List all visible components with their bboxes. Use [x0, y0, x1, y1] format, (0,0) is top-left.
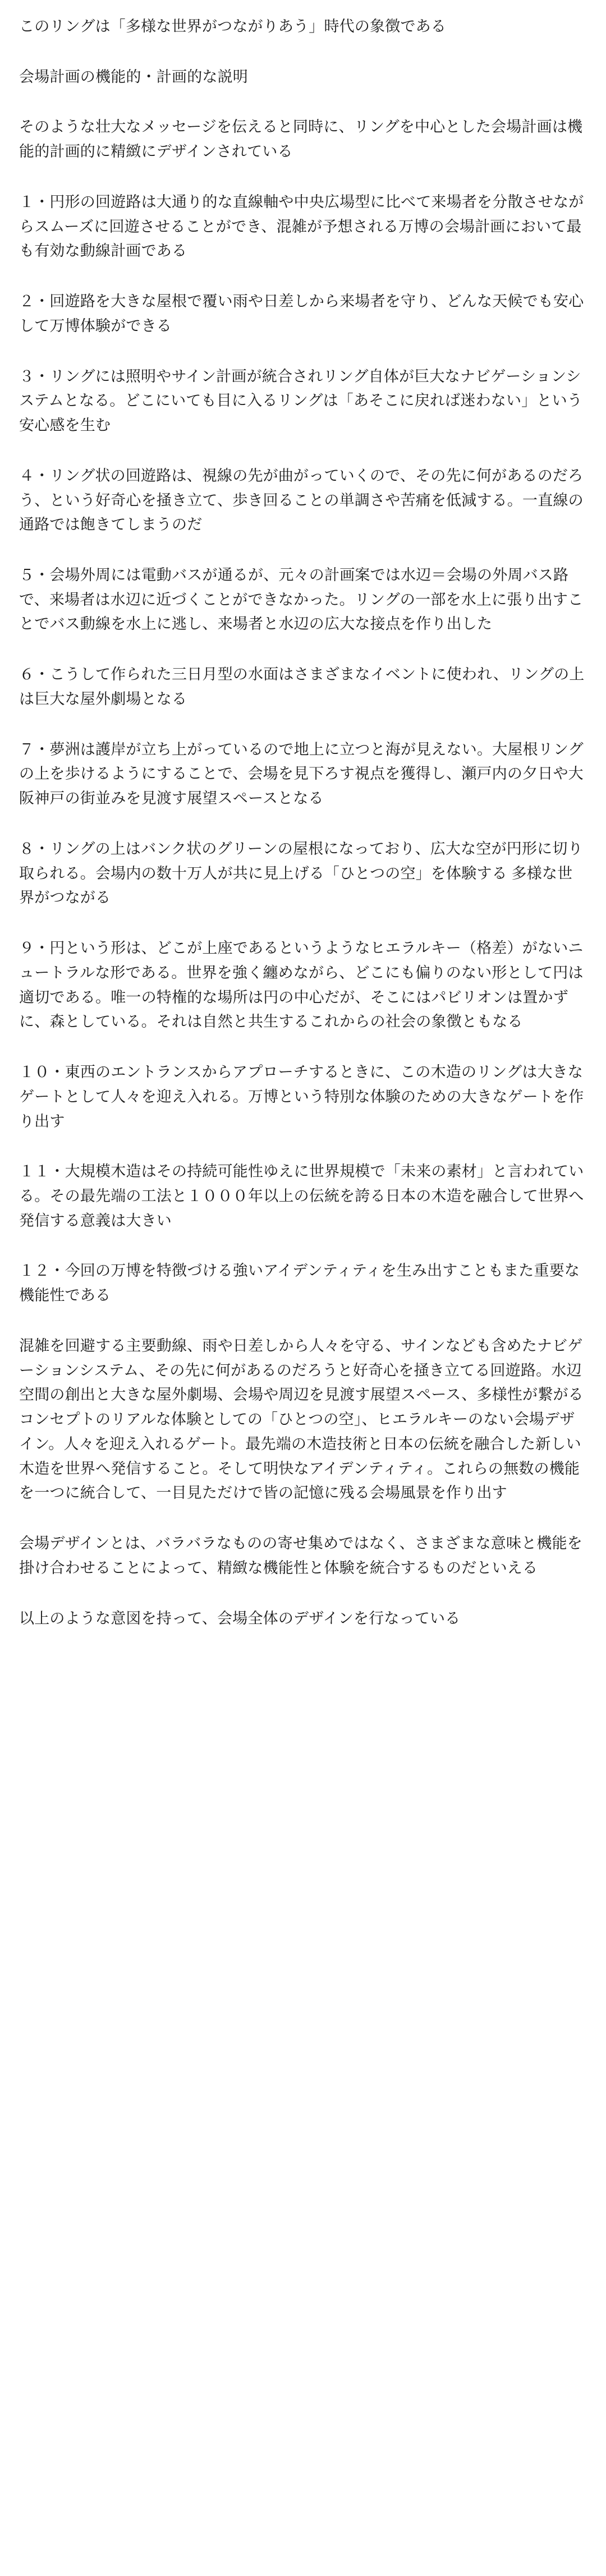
paragraph-point-2: ２・回遊路を大きな屋根で覆い雨や日差しから来場者を守り、どんな天候でも安心して万博体験ができる [19, 293, 584, 334]
paragraph-closing: 以上のような意図を持って、会場全体のデザインを行なっている [19, 1609, 461, 1627]
paragraph-point-7: ７・夢洲は護岸が立ち上がっているので地上に立つと海が見えない。大屋根リングの上を歩けるようにすることで、会場を見下ろす視点を獲得し、瀬戸内の夕日や大阪神戸の街並みを見渡す展望スペースとなる [19, 740, 584, 807]
paragraph-intro: このリングは「多様な世界がつながりあう」時代の象徴である [19, 18, 447, 35]
paragraph-point-4: ４・リング状の回遊路は、視線の先が曲がっていくので、その先に何があるのだろう、という好奇心を掻き立て、歩き回ることの単調さや苦痛を低減する。一直線の通路では飽きてしまうのだ [19, 467, 584, 533]
paragraph-point-10: １０・東西のエントランスからアプローチするときに、この木造のリングは大きなゲートとして人々を迎え入れる。万博という特別な体験のための大きなゲートを作り出す [19, 1064, 584, 1130]
paragraph-definition: 会場デザインとは、バラバラなものの寄せ集めではなく、さまざまな意味と機能を掛け合わせることによって、精緻な機能性と体験を統合するものだといえる [19, 1535, 582, 1576]
paragraph-point-9: ９・円という形は、どこが上座であるというようなヒエラルキー（格差）がないニュートラルな形である。世界を強く纏めながら、どこにも偏りのない形として円は適切である。唯一の特権的な場所は円の中心だが、そこにはパビリオンは置かずに、森としている。それは自然と共生するこれからの社会の象徴ともなる [19, 940, 584, 1031]
paragraph-lead: そのような壮大なメッセージを伝えると同時に、リングを中心とした会場計画は機能的計画的に精緻にデザインされている [19, 118, 583, 160]
paragraph-point-11: １１・大規模木造はその持続可能性ゆえに世界規模で「未来の素材」と言われている。その最先端の工法と１０００年以上の伝統を誇る日本の木造を融合して世界へ発信する意義は大きい [19, 1163, 584, 1229]
paragraph-point-5: ５・会場外周には電動バスが通るが、元々の計画案では水辺＝会場の外周バス路で、来場者は水辺に近づくことができなかった。リングの一部を水上に張り出すことでバス動線を水上に逃し、来場者と水辺の広大な接点を作り出した [19, 567, 584, 633]
paragraph-point-3: ３・リングには照明やサイン計画が統合されリング自体が巨大なナビゲーションシステムとなる。どこにいても目に入るリングは「あそこに戻れば迷わない」という安心感を生む [19, 367, 582, 434]
section-heading: 会場計画の機能的・計画的な説明 [19, 68, 248, 85]
paragraph-summary: 混雑を回避する主要動線、雨や日差しから人々を守る、サインなども含めたナビゲーションシステム、その先に何があるのだろうと好奇心を掻き立てる回遊路。水辺空間の創出と大きな屋外劇場、会場や周辺を見渡す展望スペース、多様性が繋がるコンセプトのリアルな体験としての「ひとつの空」、ヒエラルキーのない会場デザイン。人々を迎え入れるゲート。最先端の木造技術と日本の伝統を融合した新しい木造を世界へ発信すること。そして明快なアイデンティティ。これらの無数の機能を一つに統合して、一目見ただけで皆の記憶に残る会場風景を作り出す [19, 1337, 584, 1502]
paragraph-point-1: １・円形の回遊路は大通り的な直線軸や中央広場型に比べて来場者を分散させながらスムーズに回遊させることができ、混雑が予想される万博の会場計画において最も有効な動線計画である [19, 193, 584, 260]
paragraph-point-6: ６・こうして作られた三日月型の水面はさまざまなイベントに使われ、リングの上は巨大な屋外劇場となる [19, 666, 585, 707]
paragraph-point-12: １２・今回の万博を特徴づける強いアイデンティティを生み出すこともまた重要な機能性である [19, 1262, 580, 1304]
paragraph-point-8: ８・リングの上はバンク状のグリーンの屋根になっており、広大な空が円形に切り取られる。会場内の数十万人が共に見上げる「ひとつの空」を体験する 多様な世界がつながる [19, 840, 583, 907]
